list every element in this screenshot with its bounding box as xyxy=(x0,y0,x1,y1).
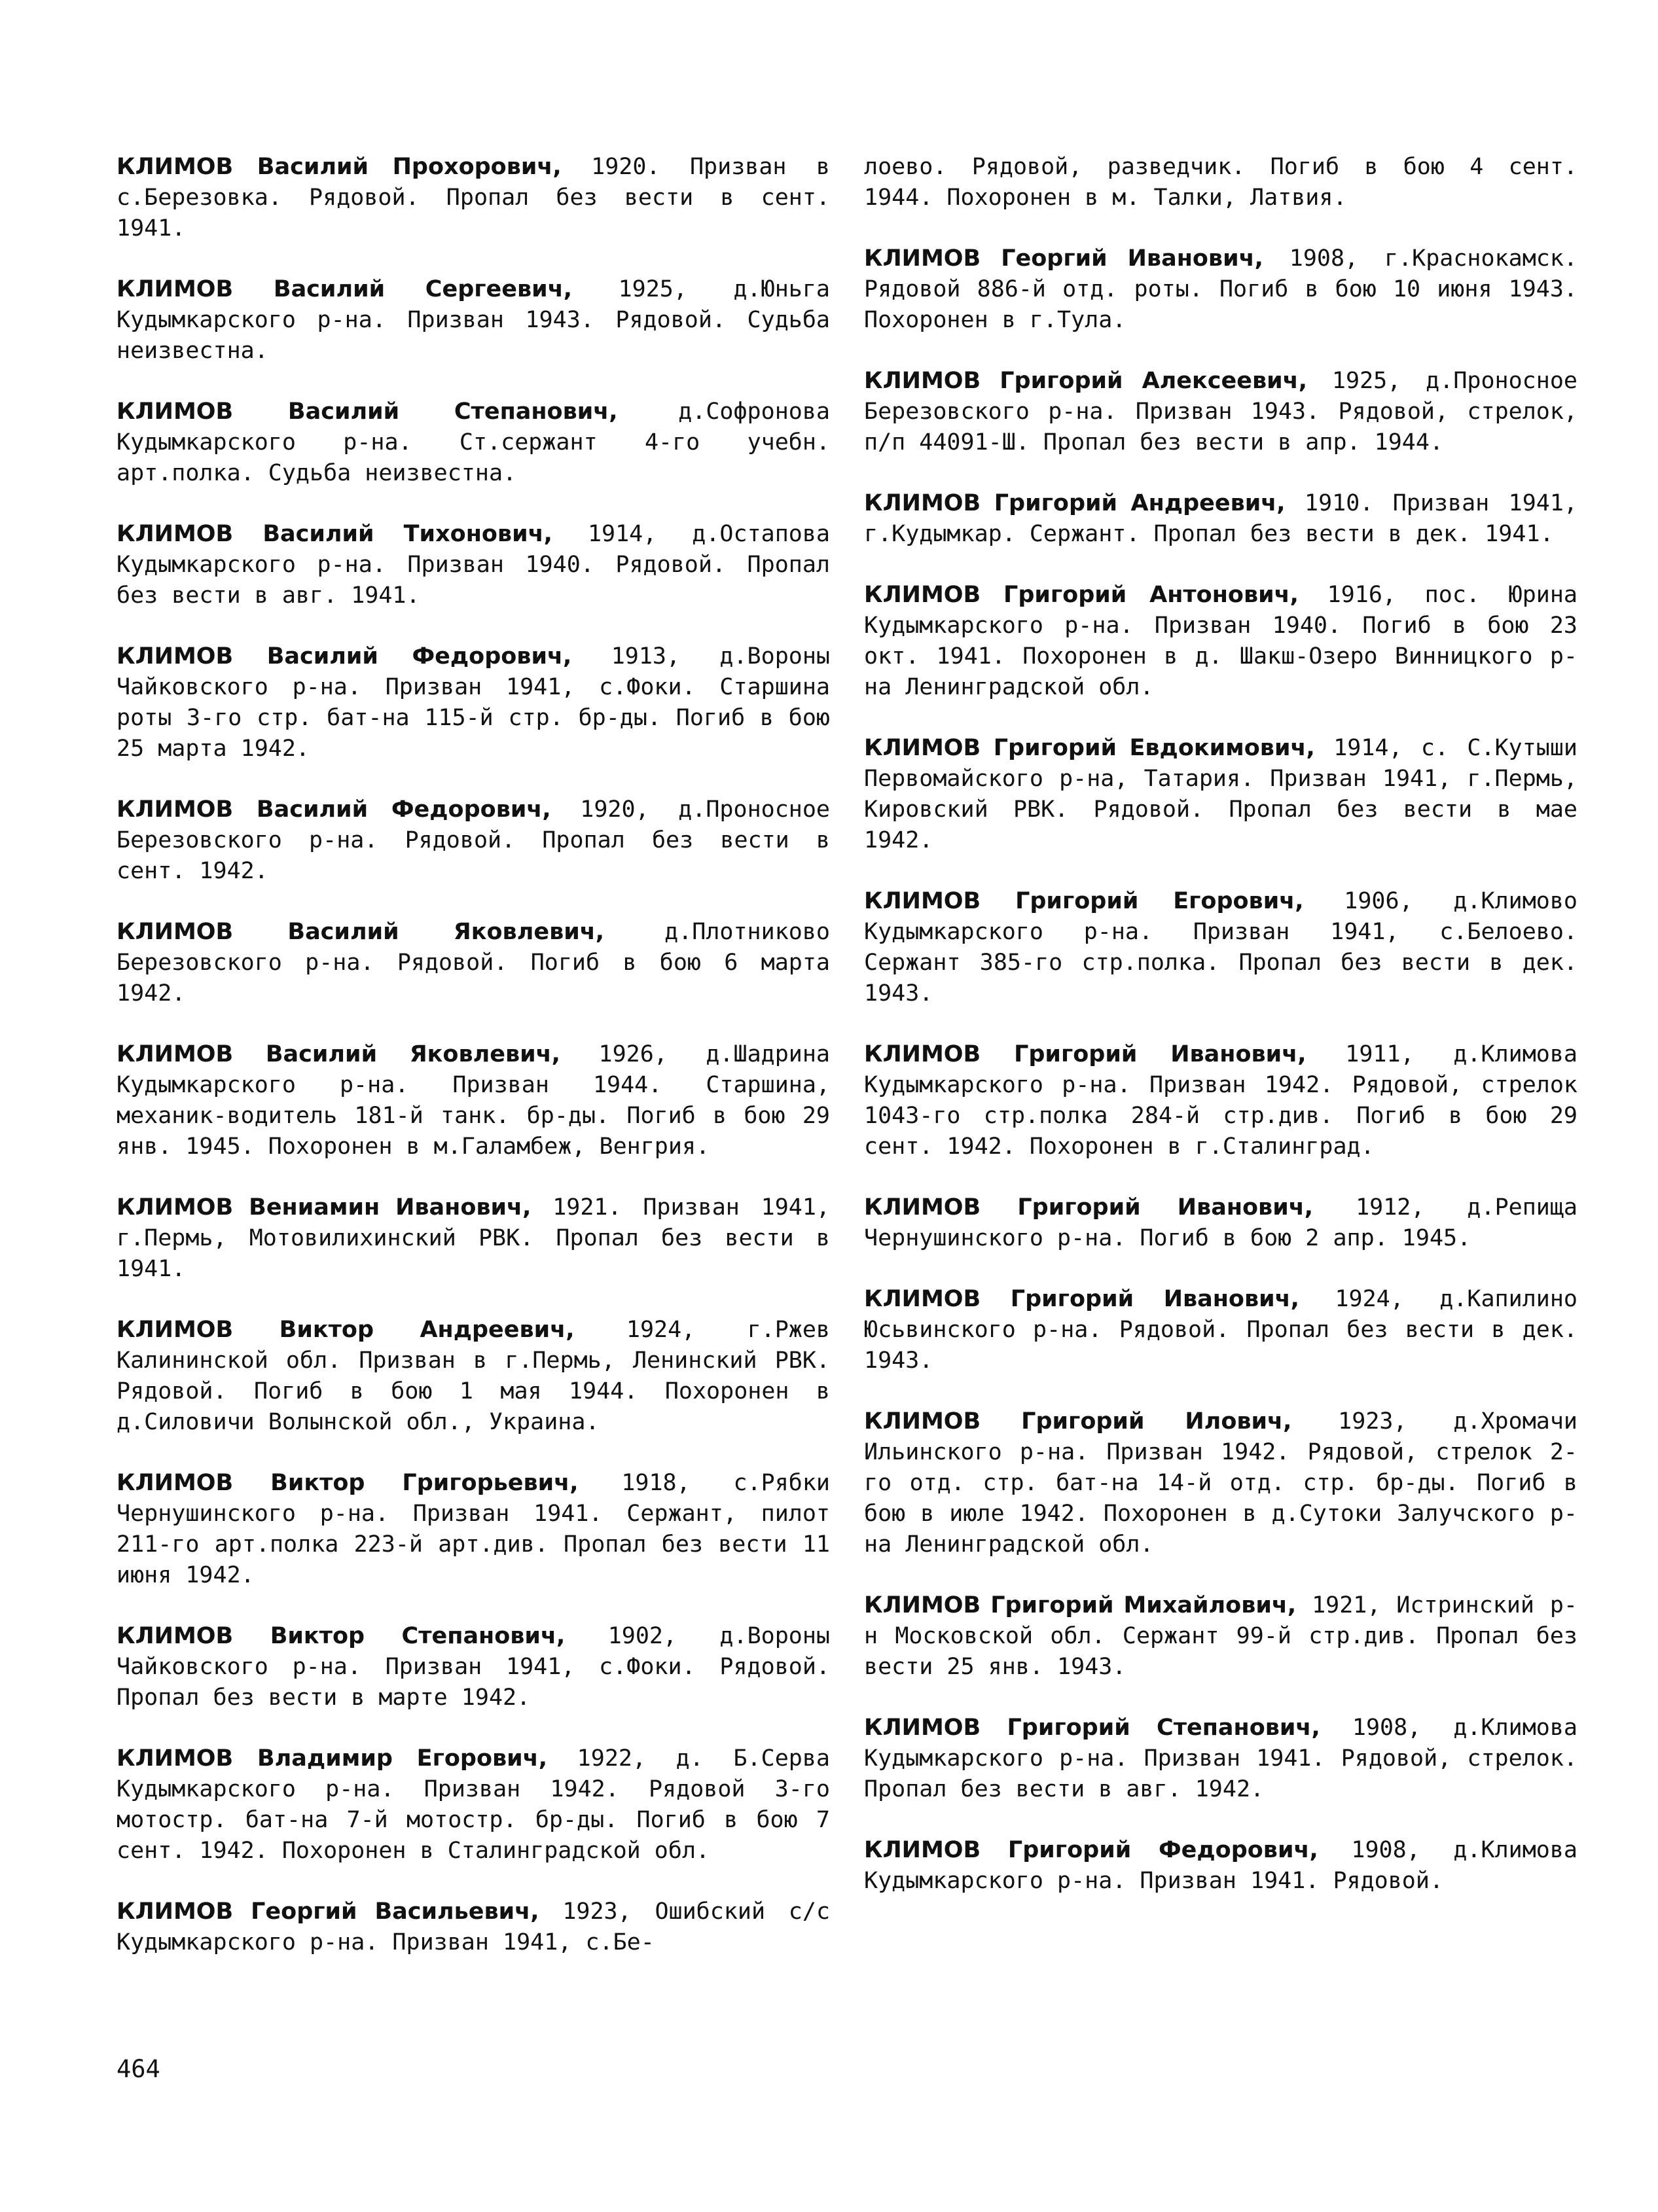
entry-text: 1923, д.Хромачи Ильинского р-на. Призван 1942. Рядовой, стрелок 2-го отд. стр. бат-на 14-й отд. стр. бр-ды. Погиб в бою в июле 1942. Похоронен в д.Сутоки Залучского р-на Ленинградской обл. xyxy=(864,1408,1577,1558)
entry-name: КЛИМОВ Владимир Егорович, xyxy=(117,1745,548,1772)
entry-name: КЛИМОВ Григорий Михайлович, xyxy=(864,1592,1297,1618)
entry-text: лоево. Рядовой, разведчик. Погиб в бою 4 сент. 1944. Похоронен в м. Талки, Латвия. xyxy=(864,154,1577,211)
entry-name: КЛИМОВ Григорий Егорович, xyxy=(864,888,1304,914)
entry-text: 1916, пос. Юрина Кудымкарского р-на. Призван 1940. Погиб в бою 23 окт. 1941. Похоронен в д. Шакш-Озеро Винницкого р-на Ленинградской обл. xyxy=(864,582,1577,700)
entry-text: 1921. Призван 1941, г.Пермь, Мотовилихинский РВК. Пропал без вести в 1941. xyxy=(117,1194,830,1282)
biography-entry xyxy=(864,1713,1577,1805)
entry-text: д.Плотниково Березовского р-на. Рядовой. Погиб в бою 6 марта 1942. xyxy=(117,919,830,1007)
entry-name: КЛИМОВ Василий Яковлевич, xyxy=(117,919,605,945)
entry-name: КЛИМОВ Василий Степанович, xyxy=(117,399,618,425)
biography-entry xyxy=(117,397,830,489)
entry-name: КЛИМОВ Григорий Федорович, xyxy=(864,1837,1318,1863)
biography-entry xyxy=(117,917,830,1009)
entry-name: КЛИМОВ Василий Сергеевич, xyxy=(117,276,573,302)
biography-entry xyxy=(117,794,830,887)
entry-name: КЛИМОВ Георгий Васильевич, xyxy=(117,1899,539,1925)
entry-name: КЛИМОВ Григорий Антонович, xyxy=(864,582,1299,608)
entry-name: КЛИМОВ Григорий Иванович, xyxy=(864,1041,1307,1067)
entry-name: КЛИМОВ Василий Яковлевич, xyxy=(117,1041,560,1067)
entry-text: 1926, д.Шадрина Кудымкарского р-на. Призван 1944. Старшина, механик-водитель 181-й танк. бр-ды. Погиб в бою 29 янв. 1945. Похоронен в м.Галамбеж, Венгрия. xyxy=(117,1041,831,1160)
entry-name: КЛИМОВ Василий Федорович, xyxy=(117,796,551,823)
entry-name: КЛИМОВ Григорий Иванович, xyxy=(864,1194,1314,1221)
biography-entry xyxy=(864,488,1577,550)
entry-name: КЛИМОВ Василий Тихонович, xyxy=(117,521,552,547)
entry-text: 1924, г.Ржев Калининской обл. Призван в г.Пермь, Ленинский РВК. Рядовой. Погиб в бою 1 мая 1944. Похоронен в д.Силовичи Волынской обл., Украина. xyxy=(117,1317,830,1435)
entry-text: 1914, с. С.Кутыши Первомайского р-на, Татария. Призван 1941, г.Пермь, Кировский РВК. Рядовой. Пропал без вести в мае 1942. xyxy=(864,735,1577,853)
entry-name: КЛИМОВ Василий Прохорович, xyxy=(117,154,562,180)
page-number: 464 xyxy=(117,2055,160,2083)
entry-text: 1902, д.Вороны Чайковского р-на. Призван 1941, с.Фоки. Рядовой. Пропал без вести в марте 1942. xyxy=(117,1623,830,1711)
entry-text: 1922, д. Б.Серва Кудымкарского р-на. Призван 1942. Рядовой 3-го мотостр. бат-на 7-й мотостр. бр-ды. Погиб в бою 7 сент. 1942. Похоронен в Сталинградской обл. xyxy=(117,1745,830,1864)
entry-text: 1923, Ошибский с/с Кудымкарского р-на. Призван 1941, с.Бе- xyxy=(117,1899,831,1955)
entry-name: КЛИМОВ Вениамин Иванович, xyxy=(117,1194,532,1221)
entry-text: 1908, д.Климова Кудымкарского р-на. Призван 1941. Рядовой. xyxy=(864,1837,1577,1894)
entry-text: 1920, д.Проносное Березовского р-на. Рядовой. Пропал без вести в сент. 1942. xyxy=(117,796,830,884)
biography-entry xyxy=(117,274,830,366)
biography-entry xyxy=(864,1284,1577,1376)
entry-text: 1908, г.Краснокамск. Рядовой 886-й отд. роты. Погиб в бою 10 июня 1943. Похоронен в г.Тула. xyxy=(864,245,1577,333)
biography-entry xyxy=(864,1192,1577,1254)
entry-name: КЛИМОВ Григорий Андреевич, xyxy=(864,490,1286,516)
entry-name: КЛИМОВ Григорий Илович, xyxy=(864,1408,1292,1435)
biography-entry xyxy=(117,1039,830,1162)
entry-text: 1911, д.Климова Кудымкарского р-на. Призван 1942. Рядовой, стрелок 1043-го стр.полка 284-й стр.див. Погиб в бою 29 сент. 1942. Похоронен в г.Сталинград. xyxy=(864,1041,1578,1160)
biography-entry xyxy=(864,243,1577,336)
entry-name: КЛИМОВ Василий Федорович, xyxy=(117,643,572,669)
right-column xyxy=(864,152,1577,1927)
entry-text: 1908, д.Климова Кудымкарского р-на. Призван 1941. Рядовой, стрелок. Пропал без вести в авг. 1942. xyxy=(864,1715,1577,1802)
biography-entry xyxy=(117,152,830,244)
entry-text: 1912, д.Репища Чернушинского р-на. Погиб в бою 2 апр. 1945. xyxy=(864,1194,1577,1251)
biography-entry xyxy=(864,733,1577,856)
entry-text: 1914, д.Остапова Кудымкарского р-на. Призван 1940. Рядовой. Пропал без вести в авг. 1941. xyxy=(117,521,831,609)
entry-name: КЛИМОВ Георгий Иванович, xyxy=(864,245,1263,272)
entry-name: КЛИМОВ Григорий Алексеевич, xyxy=(864,368,1308,394)
entry-text: д.Софронова Кудымкарского р-на. Ст.сержант 4-го учебн. арт.полка. Судьба неизвестна. xyxy=(117,399,830,486)
biography-entry xyxy=(864,152,1577,213)
entry-name: КЛИМОВ Григорий Евдокимович, xyxy=(864,735,1315,761)
biography-entry xyxy=(117,641,830,764)
biography-entry xyxy=(117,1743,830,1866)
entry-name: КЛИМОВ Григорий Степанович, xyxy=(864,1715,1320,1741)
entry-text: 1925, д.Проносное Березовского р-на. Призван 1943. Рядовой, стрелок, п/п 44091-Ш. Пропал без вести в апр. 1944. xyxy=(864,368,1577,455)
entry-text: 1925, д.Юньга Кудымкарского р-на. Призван 1943. Рядовой. Судьба неизвестна. xyxy=(117,276,830,364)
biography-entry xyxy=(864,886,1577,1009)
biography-entry xyxy=(117,1897,830,1958)
biography-entry xyxy=(117,1192,830,1285)
biography-entry xyxy=(117,519,830,611)
entry-text: 1921, Истринский р-н Московской обл. Сержант 99-й стр.див. Пропал без вести 25 янв. 1943. xyxy=(864,1592,1577,1680)
entry-text: 1906, д.Климово Кудымкарского р-на. Призван 1941, с.Белоево. Сержант 385-го стр.полка. Пропал без вести в дек. 1943. xyxy=(864,888,1578,1007)
entry-name: КЛИМОВ Виктор Андреевич, xyxy=(117,1317,575,1343)
entry-text: 1924, д.Капилино Юсьвинского р-на. Рядовой. Пропал без вести в дек. 1943. xyxy=(864,1286,1577,1374)
biography-entry xyxy=(864,580,1577,703)
biography-entry xyxy=(117,1315,830,1438)
biography-entry xyxy=(864,1835,1577,1897)
biography-entry xyxy=(864,366,1577,458)
entry-name: КЛИМОВ Виктор Степанович, xyxy=(117,1623,566,1649)
entry-text: 1913, д.Вороны Чайковского р-на. Призван 1941, с.Фоки. Старшина роты 3-го стр. бат-на 115-й стр. бр-ды. Погиб в бою 25 марта 1942. xyxy=(117,643,830,762)
entry-text: 1918, с.Рябки Чернушинского р-на. Призван 1941. Сержант, пилот 211-го арт.полка 223-й арт.див. Пропал без вести 11 июня 1942. xyxy=(117,1470,831,1588)
biography-entry xyxy=(864,1406,1577,1560)
entry-name: КЛИМОВ Григорий Иванович, xyxy=(864,1286,1299,1312)
left-column xyxy=(117,152,830,1988)
entry-text: 1910. Призван 1941, г.Кудымкар. Сержант. Пропал без вести в дек. 1941. xyxy=(864,490,1577,547)
biography-entry xyxy=(117,1468,830,1591)
biography-entry xyxy=(117,1621,830,1713)
biography-entry xyxy=(864,1039,1577,1162)
entry-text: 1920. Призван в с.Березовка. Рядовой. Пропал без вести в сент. 1941. xyxy=(117,154,830,241)
entry-name: КЛИМОВ Виктор Григорьевич, xyxy=(117,1470,579,1496)
biography-entry xyxy=(864,1590,1577,1683)
